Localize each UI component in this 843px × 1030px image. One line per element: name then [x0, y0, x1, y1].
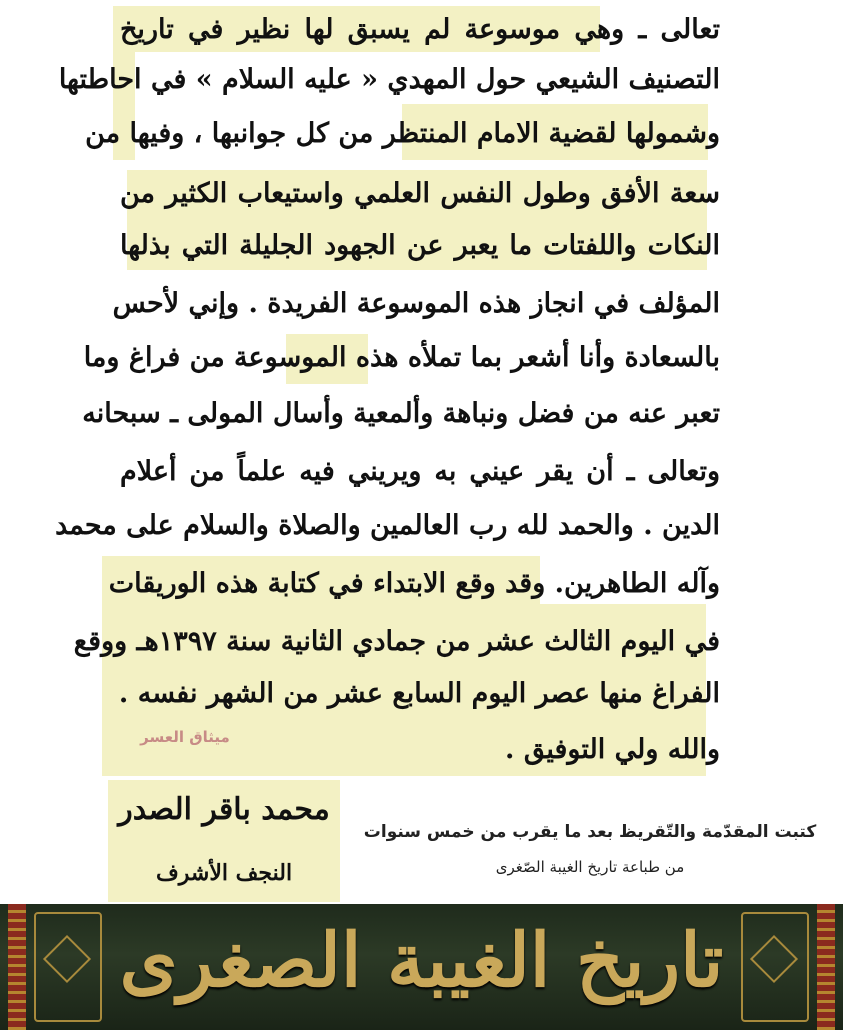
text-line: وتعالى ـ أن يقر عيني به ويريني فيه علماً من أعلام — [120, 456, 720, 487]
signature-place: النجف الأشرف — [155, 860, 293, 886]
cover-title: تاريخ الغيبة الصغرى — [119, 918, 724, 1004]
text-line: في اليوم الثالث عشر من جمادي الثانية سنة ١٣٩٧هـ ووقع — [73, 626, 720, 657]
text-line: تعالى ـ وهي موسوعة لم يسبق لها نظير في تاريخ — [120, 14, 720, 45]
text-line: النكات واللفتات ما يعبر عن الجهود الجليلة التي بذلها — [120, 230, 720, 261]
text-line: تعبر عنه من فضل ونباهة وألمعية وأسال المولى ـ سبحانه — [82, 398, 720, 429]
text-line: الدين . والحمد لله رب العالمين والصلاة والسلام على محمد — [55, 510, 720, 541]
watermark: ميثاق العسر — [140, 728, 230, 746]
text-line: وآله الطاهرين. وقد وقع الابتداء في كتابة هذه الوريقات — [108, 568, 720, 599]
signature-name: محمد باقر الصدر — [118, 792, 330, 827]
caption-note-line-2: من طباعة تاريخ الغيبة الصّغرى — [495, 858, 685, 876]
cover-border-band — [8, 904, 26, 1030]
cover-ornament — [34, 912, 102, 1022]
text-line: وشمولها لقضية الامام المنتظر من كل جوانبها ، وفيها من — [85, 118, 720, 149]
book-cover-strip — [0, 904, 843, 1030]
text-line: والله ولي التوفيق . — [505, 734, 720, 765]
cover-ornament — [741, 912, 809, 1022]
text-line: التصنيف الشيعي حول المهدي « عليه السلام » في احاطتها — [58, 64, 720, 95]
text-line: بالسعادة وأنا أشعر بما تملأه هذه الموسوعة من فراغ وما — [83, 342, 720, 373]
cover-border-band — [817, 904, 835, 1030]
text-line: سعة الأفق وطول النفس العلمي واستيعاب الكثير من — [120, 178, 720, 209]
caption-note-line-1: كتبت المقدّمة والتّقريظ بعد ما يقرب من خمس سنوات — [363, 822, 817, 842]
text-line: المؤلف في انجاز هذه الموسوعة الفريدة . وإني لأحس — [112, 288, 720, 319]
text-line: الفراغ منها عصر اليوم السابع عشر من الشهر نفسه . — [118, 678, 720, 709]
